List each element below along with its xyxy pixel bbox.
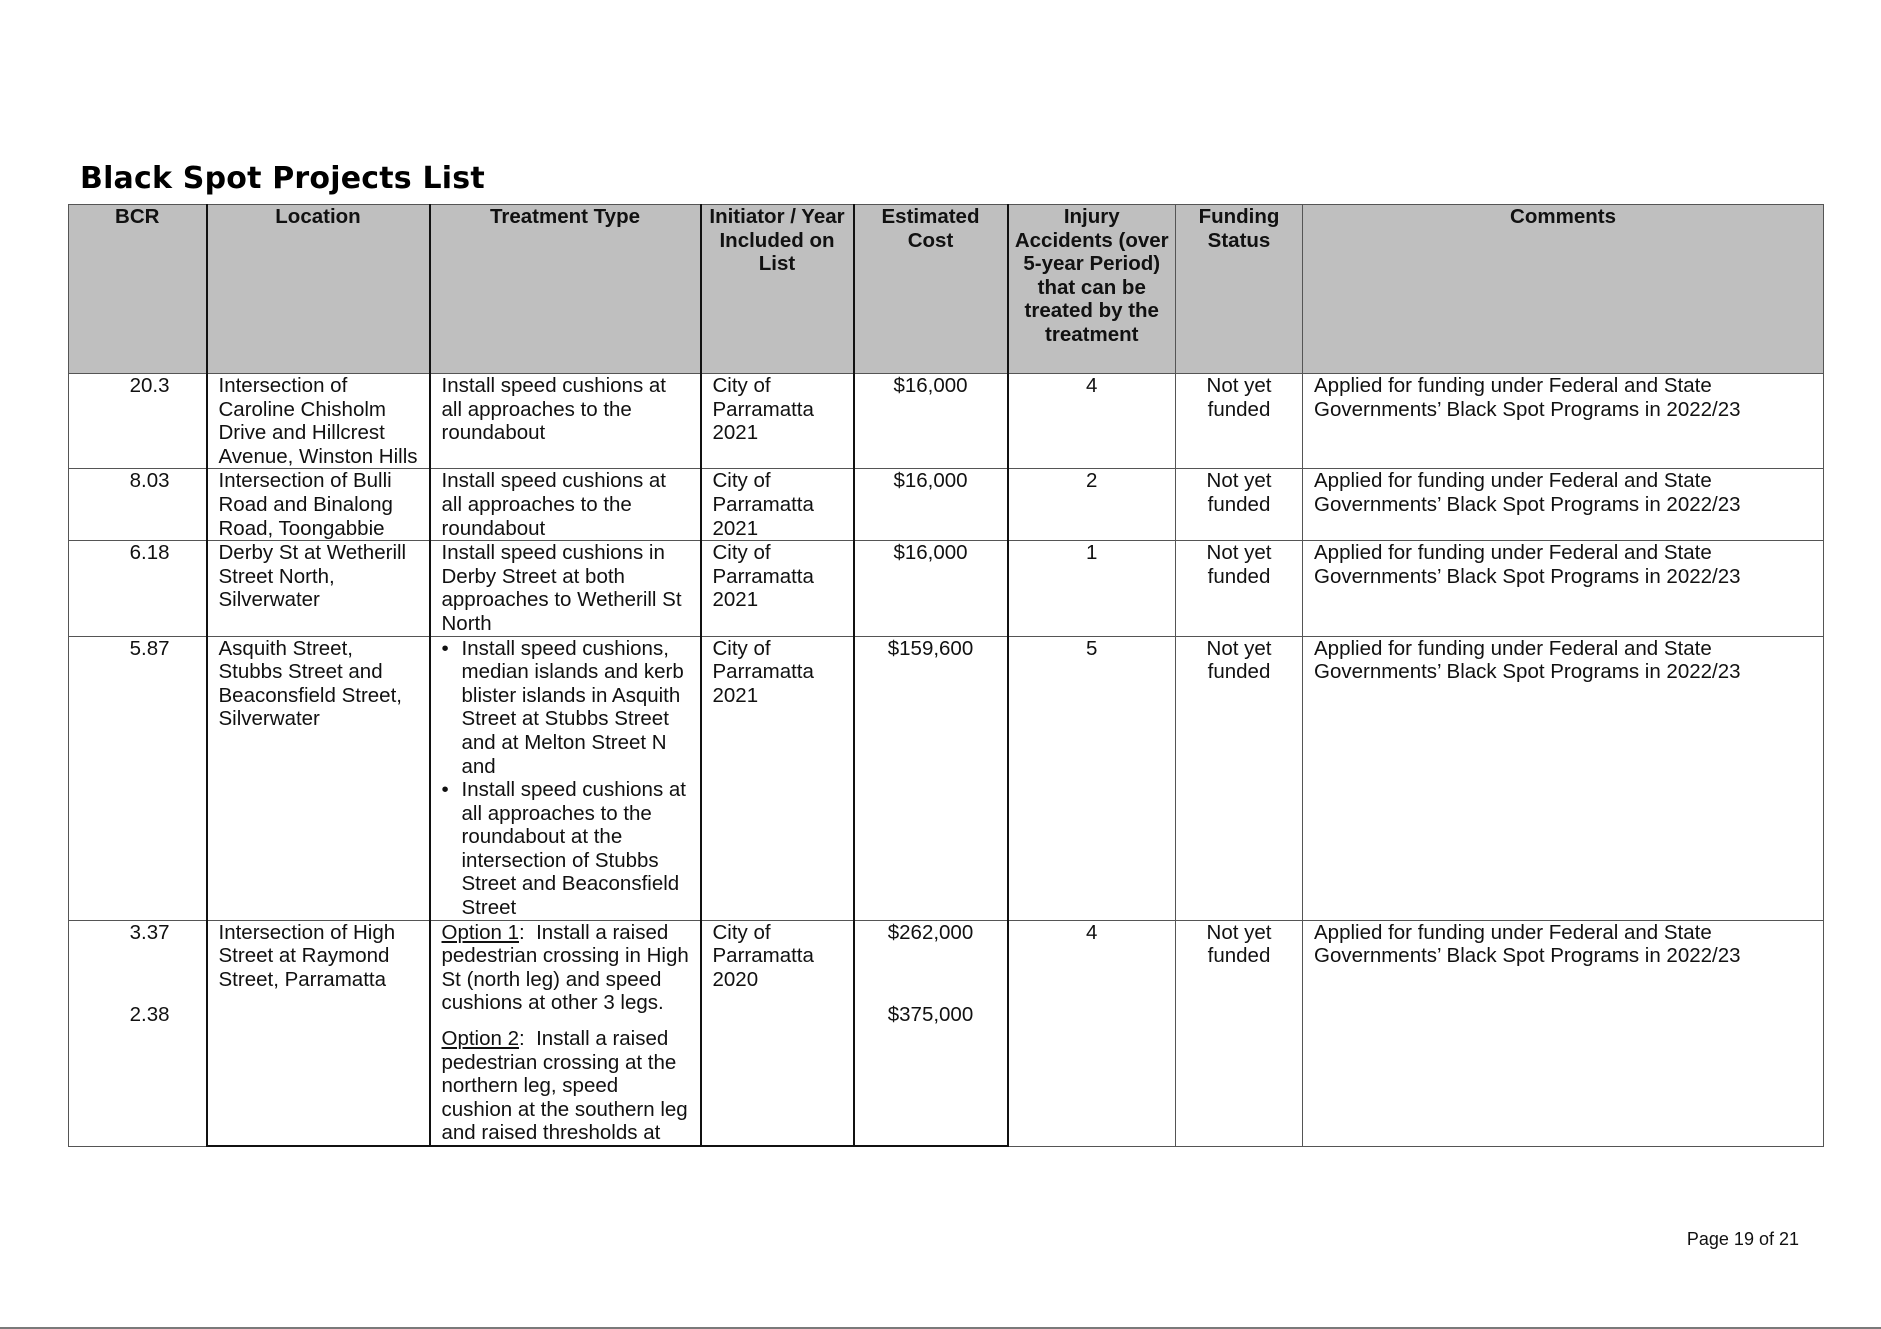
black-spot-projects-table [68,204,1824,1147]
bcr-cell: 8.03 [69,469,207,541]
table-row [69,636,1824,920]
accidents-cell: 5 [1008,636,1176,920]
treatment-cell: Install speed cushions at all approaches to the roundabout [430,469,701,541]
initiator-cell: City of Parramatta 2021 [701,541,854,636]
column-header-initiator-year: Initiator / Year Included on List [701,205,854,374]
initiator-cell: City of Parramatta 2021 [701,374,854,469]
accidents-cell: 4 [1008,374,1176,469]
cost-cell: $16,000 [854,374,1008,469]
location-cell: Intersection of Caroline Chisholm Drive and Hillcrest Avenue, Winston Hills [207,374,430,469]
comments-cell: Applied for funding under Federal and State Governments’ Black Spot Programs in 2022/23 [1303,541,1824,636]
bcr-cell: 6.18 [69,541,207,636]
treatment-option-1: Option 1: Install a raised pedestrian crossing in High St (north leg) and speed cushions at other 3 legs. [441,920,689,1015]
option-2-text: Install a raised pedestrian crossing at the northern leg, speed cushion at the southern leg and raised thresholds at [441,1027,688,1145]
header-row [69,205,1824,374]
funding-status-cell: Not yet funded [1176,374,1303,469]
location-cell: Intersection of Bulli Road and Binalong Road, Toongabbie [207,469,430,541]
treatment-cell [430,636,701,920]
treatment-cell [430,920,701,1146]
column-header-comments: Comments [1303,205,1824,374]
bcr-cell [69,920,207,1146]
page-title: Black Spot Projects List [80,161,485,196]
table-row [69,541,1824,636]
option-2-label: Option 2 [441,1027,519,1051]
bcr-cell: 5.87 [69,636,207,920]
table-row [69,469,1824,541]
table-row [69,920,1824,1146]
comments-cell: Applied for funding under Federal and State Governments’ Black Spot Programs in 2022/23 [1303,920,1824,1146]
page-number: Page 19 of 21 [1686,1229,1799,1249]
funding-status-cell: Not yet funded [1176,920,1303,1146]
location-cell: Asquith Street, Stubbs Street and Beaconsfield Street, Silverwater [207,636,430,920]
comments-cell: Applied for funding under Federal and State Governments’ Black Spot Programs in 2022/23 [1303,374,1824,469]
location-cell: Intersection of High Street at Raymond Street, Parramatta [207,920,430,1146]
treatment-bullet-list [442,637,690,920]
comments-cell: Applied for funding under Federal and State Governments’ Black Spot Programs in 2022/23 [1303,636,1824,920]
treatment-option-2: Option 2: Install a raised pedestrian crossing at the northern leg, speed cushion at the southern leg and raised thresholds at [441,1027,688,1145]
treatment-bullet-item: • Install speed cushions, median islands and kerb blister islands in Asquith Street at Stubbs Street and at Melton Street N and [462,637,690,779]
column-header-bcr: BCR [69,205,207,374]
bcr-cell: 20.3 [69,374,207,469]
cost-option-2: $375,000 [887,1003,974,1027]
cost-cell: $159,600 [854,636,1008,920]
funding-status-cell: Not yet funded [1176,636,1303,920]
table-row [69,374,1824,469]
bcr-option-1: 3.37 [129,920,170,944]
accidents-cell: 2 [1008,469,1176,541]
funding-status-cell: Not yet funded [1176,541,1303,636]
column-header-location: Location [207,205,430,374]
location-cell: Derby St at Wetherill Street North, Silverwater [207,541,430,636]
bcr-option-2: 2.38 [129,1003,170,1027]
cost-cell: $16,000 [854,469,1008,541]
initiator-cell: City of Parramatta 2021 [701,469,854,541]
cost-cell [854,920,1008,1146]
accidents-cell: 1 [1008,541,1176,636]
initiator-cell: City of Parramatta 2021 [701,636,854,920]
treatment-bullet-item: • Install speed cushions at all approaches to the roundabout at the intersection of Stubbs Street and Beaconsfield Street [462,778,690,920]
column-header-funding-status: Funding Status [1176,205,1303,374]
comments-cell: Applied for funding under Federal and State Governments’ Black Spot Programs in 2022/23 [1303,469,1824,541]
treatment-cell: Install speed cushions at all approaches to the roundabout [430,374,701,469]
column-header-treatment-type: Treatment Type [430,205,701,374]
accidents-cell: 4 [1008,920,1176,1146]
cost-option-1: $262,000 [887,920,974,944]
option-1-label: Option 1 [441,920,519,944]
column-header-injury-accidents: Injury Accidents (over 5-year Period) that can be treated by the treatment [1008,205,1176,374]
cost-cell: $16,000 [854,541,1008,636]
column-header-estimated-cost: Estimated Cost [854,205,1008,374]
treatment-cell: Install speed cushions in Derby Street at both approaches to Wetherill St North [430,541,701,636]
funding-status-cell: Not yet funded [1176,469,1303,541]
initiator-cell: City of Parramatta 2020 [701,920,854,1146]
option-1-text: Install a raised pedestrian crossing in High St (north leg) and speed cushions at other 3 legs. [441,920,689,1015]
